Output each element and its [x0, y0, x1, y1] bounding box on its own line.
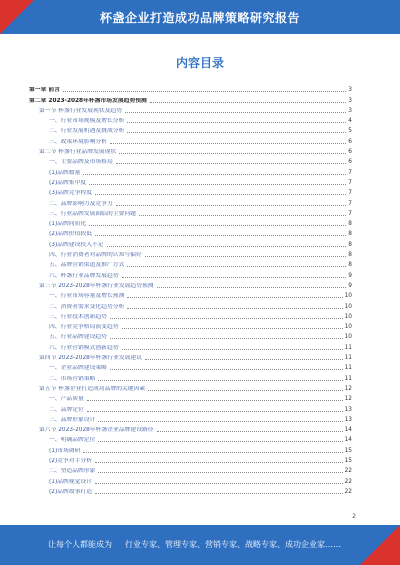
toc-entry-label: 二、行业发展机遇及挑战分析: [49, 128, 125, 135]
toc-entry-page: 15: [344, 447, 352, 454]
toc-entry[interactable]: [29, 269, 352, 279]
toc-entry-page: 7: [348, 169, 352, 176]
toc-entry-label: 四、行业消费者对品牌的认知与偏好: [49, 252, 142, 259]
footer-red-corner: [360, 525, 400, 565]
toc-entry-label: 一、行业市场容量及增长预测: [49, 293, 125, 300]
toc-entry[interactable]: [29, 341, 352, 351]
toc-entry[interactable]: [29, 403, 352, 413]
toc-entry[interactable]: [29, 465, 352, 475]
toc-entry[interactable]: [29, 455, 352, 465]
footer-slogan: 让每个人都能成为: [48, 540, 112, 549]
toc-entry-page: 12: [344, 385, 352, 392]
toc-leader-dots: [157, 286, 347, 288]
footer-tagline: 行业专家、管理专家、营销专家、战略专家、成功企业家……: [125, 540, 341, 549]
toc-entry-page: 10: [344, 303, 352, 310]
toc-entry[interactable]: [29, 228, 352, 238]
toc-leader-dots: [95, 193, 346, 195]
toc-leader-dots: [145, 255, 347, 257]
toc-entry[interactable]: [29, 352, 352, 362]
toc-leader-dots: [110, 368, 343, 370]
toc-entry-page: 3: [348, 107, 352, 114]
toc-entry-label: (2)竞争对手分析: [49, 457, 92, 464]
toc-entry-page: 7: [348, 179, 352, 186]
toc-entry[interactable]: [29, 280, 352, 290]
toc-entry-label: 二、市场营销策略: [49, 375, 96, 382]
toc-entry[interactable]: [29, 218, 352, 228]
toc-entry-page: 11: [344, 375, 352, 382]
toc-entry-page: 8: [348, 241, 352, 248]
toc-entry-page: 13: [344, 416, 352, 423]
toc-leader-dots: [89, 224, 346, 226]
toc-entry-label: 一、行业市场规模及增长分析: [49, 118, 125, 125]
toc-entry-page: 7: [348, 200, 352, 207]
toc-leader-dots: [110, 317, 343, 319]
toc-leader-dots: [95, 492, 343, 494]
toc-entry-page: 11: [344, 365, 352, 372]
toc-entry-label: (3)品牌竞争程度: [49, 190, 92, 197]
toc-entry[interactable]: [29, 486, 352, 496]
toc-entry[interactable]: [29, 105, 352, 115]
toc-leader-dots: [150, 101, 346, 103]
toc-entry-label: (1)品牌视觉设计: [49, 478, 92, 485]
toc-leader-dots: [95, 482, 343, 484]
toc-entry[interactable]: [29, 475, 352, 485]
toc-entry-label: 第一章 前言: [29, 87, 61, 94]
toc-entry[interactable]: [29, 290, 352, 300]
toc-title: 内容目录: [175, 56, 224, 70]
toc-leader-dots: [110, 337, 343, 339]
document-title: 杯盏企业打造成功品牌策略研究报告: [99, 11, 300, 25]
toc-entry-page: 8: [348, 231, 352, 238]
toc-entry-page: 6: [348, 149, 352, 156]
toc-entry-page: 3: [348, 87, 352, 94]
toc-entry[interactable]: [29, 444, 352, 454]
toc-entry-page: 6: [348, 159, 352, 166]
toc-leader-dots: [122, 276, 347, 278]
toc-entry-page: 22: [344, 488, 352, 495]
toc-entry-page: 10: [344, 324, 352, 331]
toc-leader-dots: [127, 296, 342, 298]
toc-entry-page: 9: [348, 282, 352, 289]
toc-entry[interactable]: [29, 187, 352, 197]
toc-entry[interactable]: [29, 424, 352, 434]
toc-entry-label: (1)品牌同质化: [49, 221, 87, 228]
toc-entry[interactable]: [29, 197, 352, 207]
toc-entry[interactable]: [29, 125, 352, 135]
toc-leader-dots: [125, 111, 346, 113]
toc-leader-dots: [127, 131, 346, 133]
toc-entry[interactable]: [29, 259, 352, 269]
toc-entry-label: 四、行业竞争格局演变趋势: [49, 324, 119, 331]
toc-entry-page: 3: [348, 97, 352, 104]
toc-entry-page: 22: [344, 478, 352, 485]
toc-entry-label: (3)品牌建设投入不足: [49, 241, 104, 248]
toc-entry-label: 第五节 杯盏企业打造成功品牌的关键因素: [39, 385, 146, 392]
toc-entry-label: (1)市场调研: [49, 447, 81, 454]
toc-entry-label: 六、杯盏行业品牌发展趋势: [49, 272, 119, 279]
toc-entry-label: 一、明确品牌定位: [49, 437, 96, 444]
toc-leader-dots: [145, 358, 343, 360]
toc-leader-dots: [98, 471, 342, 473]
toc-entry[interactable]: [29, 414, 352, 424]
toc-entry-label: 二、塑造品牌形象: [49, 468, 96, 475]
toc-leader-dots: [63, 90, 346, 92]
toc-entry-label: 三、品牌形象设计: [49, 416, 96, 423]
toc-entry-label: (2)品牌故事打造: [49, 488, 92, 495]
toc-entry-page: 8: [348, 262, 352, 269]
toc-leader-dots: [127, 121, 346, 123]
toc-entry[interactable]: [29, 331, 352, 341]
toc-entry-label: 第二节 杯盏行业品牌发展现状: [39, 149, 117, 156]
toc-entry-page: 15: [344, 457, 352, 464]
toc-entry-page: 22: [344, 468, 352, 475]
toc-entry[interactable]: [29, 166, 352, 176]
toc-entry-label: 二、消费者需求变化趋势分析: [49, 303, 125, 310]
toc-entry-label: 六、行业营销模式创新趋势: [49, 344, 119, 351]
toc-entry-label: 五、行业品牌建设趋势: [49, 334, 107, 341]
toc-entry-page: 7: [348, 210, 352, 217]
toc-entry[interactable]: [29, 135, 352, 145]
toc-entry-label: 第三节 2023-2028年杯盏行业发展趋势预测: [39, 282, 154, 289]
toc-entry[interactable]: [29, 300, 352, 310]
toc-entry[interactable]: [29, 238, 352, 248]
table-of-contents: [29, 84, 352, 496]
toc-entry[interactable]: [29, 208, 352, 218]
toc-entry[interactable]: [29, 383, 352, 393]
toc-leader-dots: [87, 399, 343, 401]
toc-leader-dots: [98, 440, 342, 442]
toc-entry-page: 10: [344, 293, 352, 300]
toc-entry-page: 5: [348, 128, 352, 135]
toc-entry-page: 14: [344, 437, 352, 444]
toc-entry-label: 三、行业品牌发展面临的主要问题: [49, 210, 136, 217]
toc-entry[interactable]: [29, 249, 352, 259]
toc-entry-page: 8: [348, 221, 352, 228]
toc-entry[interactable]: [29, 115, 352, 125]
toc-entry[interactable]: [29, 156, 352, 166]
toc-entry-page: 8: [348, 252, 352, 259]
toc-leader-dots: [89, 183, 346, 185]
toc-leader-dots: [98, 379, 342, 381]
toc-entry[interactable]: [29, 146, 352, 156]
toc-leader-dots: [122, 348, 343, 350]
toc-entry-label: 二、品牌影响力及竞争力: [49, 200, 113, 207]
toc-leader-dots: [127, 307, 342, 309]
toc-entry[interactable]: [29, 84, 352, 94]
toc-leader-dots: [107, 245, 347, 247]
toc-leader-dots: [139, 214, 346, 216]
toc-entry[interactable]: [29, 372, 352, 382]
toc-leader-dots: [116, 204, 347, 206]
toc-leader-dots: [110, 142, 346, 144]
toc-entry[interactable]: [29, 311, 352, 321]
toc-entry-page: 9: [348, 272, 352, 279]
toc-entry-label: 第二章 2023-2028年杯盏市场发展趋势预测: [29, 97, 147, 104]
toc-entry[interactable]: [29, 321, 352, 331]
toc-entry[interactable]: [29, 434, 352, 444]
toc-entry-label: 一、产品质量: [49, 396, 84, 403]
toc-entry-page: 10: [344, 313, 352, 320]
toc-entry-page: 12: [344, 396, 352, 403]
toc-leader-dots: [98, 420, 342, 422]
page-number: 2: [352, 513, 356, 520]
toc-entry-label: 第四节 2023-2028年杯盏行业发展建议: [39, 355, 143, 362]
toc-entry-page: 11: [344, 344, 352, 351]
toc-entry-label: 三、政策环境影响分析: [49, 138, 107, 145]
toc-entry-label: 一、主要品牌及市场格局: [49, 159, 113, 166]
toc-leader-dots: [95, 461, 343, 463]
toc-leader-dots: [157, 430, 343, 432]
toc-leader-dots: [148, 389, 342, 391]
toc-leader-dots: [116, 162, 347, 164]
toc-entry[interactable]: [29, 94, 352, 104]
toc-entry-page: 14: [344, 427, 352, 434]
toc-leader-dots: [119, 152, 346, 154]
footer-bar: [0, 525, 400, 565]
toc-entry-page: 4: [348, 118, 352, 125]
header-bar: [0, 0, 400, 34]
toc-leader-dots: [83, 451, 342, 453]
toc-entry[interactable]: [29, 177, 352, 187]
toc-leader-dots: [87, 410, 343, 412]
toc-entry-page: 6: [348, 138, 352, 145]
toc-leader-dots: [127, 265, 346, 267]
toc-entry-label: (1)品牌数量: [49, 169, 81, 176]
toc-leader-dots: [122, 327, 343, 329]
toc-entry-label: 五、品牌营销渠道及推广方式: [49, 262, 125, 269]
toc-entry-page: 10: [344, 334, 352, 341]
toc-entry[interactable]: [29, 393, 352, 403]
toc-entry-page: 13: [344, 406, 352, 413]
toc-entry-label: 一、企业品牌建设策略: [49, 365, 107, 372]
toc-leader-dots: [95, 234, 346, 236]
toc-entry-page: 7: [348, 190, 352, 197]
toc-entry-label: 二、品牌定位: [49, 406, 84, 413]
toc-entry-label: 第六节 2023-2028年杯盏企业品牌建设路径: [39, 427, 154, 434]
toc-entry-label: 三、行业技术创新趋势: [49, 313, 107, 320]
toc-entry[interactable]: [29, 362, 352, 372]
toc-entry-label: 第一节 杯盏行业发展现状及趋势: [39, 107, 122, 114]
toc-entry-label: (2)品牌集中度: [49, 179, 87, 186]
toc-leader-dots: [83, 173, 346, 175]
toc-entry-page: 11: [344, 355, 352, 362]
toc-entry-label: (2)品牌价值较低: [49, 231, 92, 238]
